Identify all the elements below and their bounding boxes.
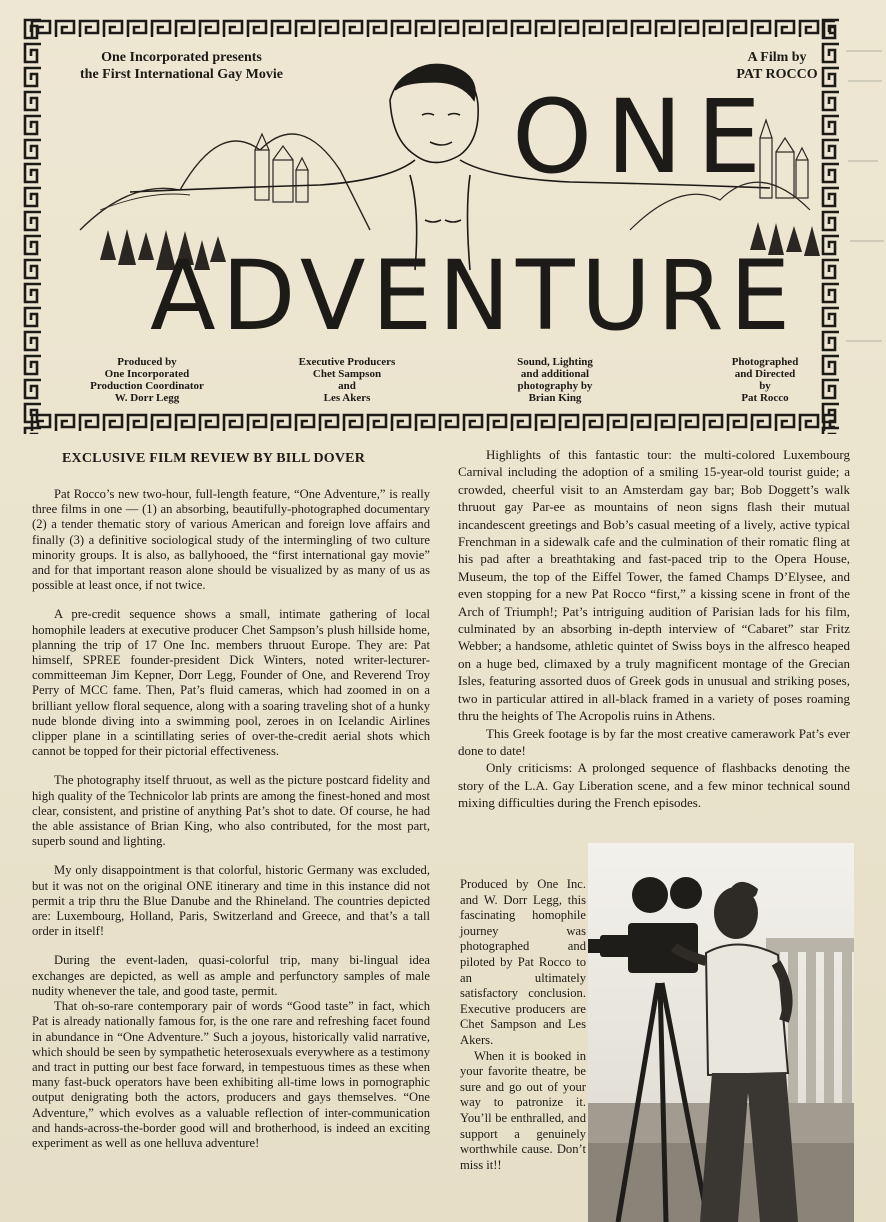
tagline-line: the First International Gay Movie — [80, 67, 283, 82]
credit-line: and Directed — [734, 368, 796, 380]
credit-producer — [72, 356, 222, 404]
review-paragraph: The photography itself thruout, as well as the picture postcard fidelity and high quality of the Technicolor lab prints are among the finest-honed and most clear, consistent, and pristine of anything Pat’s shot to date. Of course, he had the able assistance of Brian King, who also contributed, for the most part, superb sound and lighting. — [32, 773, 430, 849]
credit-line: Brian King — [528, 392, 582, 404]
review-paragraph: Highlights of this fantastic tour: the multi-colored Luxembourg Carnival including the adoption of a smiling 15-year-old tourist guide; a crowded, cheerful visit to an Amsterdam gay bar; Bob Doggett’s walk thruout gay Par-ee as mountains of neon signs flash their mutual incandescent greetings and Bob’s casual meeting of a lively, active typical Frenchman in a sidewalk cafe and the culmination of their romatic fling at his pad after a breathtaking and fast-paced trip to the Opera House, Museum, the top of the Eiffel Tower, the famed Champs D’Elysee, and even stopping for a new Pat Rocco “first,” a kissing scene in front of the Arch of Triumph!; Pat’s intriguing audition of Parisian lads for his film, culminated by an absorbing in-depth interview of “Cabaret” star Fritz Webber; a handsome, athletic quintet of Swiss boys in the alfresco heaped on a huge bed, climaxed by a truly magnificent montage of the Grecian Isles, featuring assorted duos of Greek gods in unusual and striking poses, two in particular attired in all-black framed in a variety of poses roaming thru the heights of The Acropolis ruins in Athens. — [458, 447, 850, 724]
bleed-through-shadow — [842, 40, 886, 460]
credit-line: Sound, Lighting — [517, 356, 593, 368]
film-by-line: A Film by — [747, 50, 807, 65]
review-paragraph: That oh-so-rare contemporary pair of words “Good taste” in fact, which Pat is already nationally famous for, is the one rare and refreshing facet found in abundance in “One Adventure.” Such a joyous, historically valid narrative, which should be seen by sympathetic heterosexuals everywhere as a testimony and tract in putting our best face forward, in tempestuous times as these when many fast-buck operators have been exhibiting all-time lows in pornographic output denigrating both the actors, producers and gays themselves. “One Adventure,” which evolves as a valuable reflection of inter-communication and hands-across-the-border good will and brotherhood, is indeed an exciting experiment as well as one helluva adventure! — [32, 999, 430, 1150]
review-paragraph: Pat Rocco’s new two-hour, full-length feature, “One Adventure,” is really three films in one — (1) an absorbing, beautifully-photographed documentary (2) a tender thematic story of various American and foreign love affairs and finally (3) a definitive sociological study of the intermingling of two culture minority groups. It is also, as ballyhooed, the “first international gay movie” and for that important reason alone should be visualized by as many of us as possible at least once, if not twice. — [32, 487, 430, 593]
credit-line: Production Coordinator — [90, 380, 204, 392]
review-paragraph: During the event-laden, quasi-colorful trip, many bi-lingual idea exchanges are depicted, as well as ample and perfunctory samples of male nudity whenever the tale, and good taste, permit. — [32, 953, 430, 998]
caption-paragraph: When it is booked in your favorite theatre, be sure and go out of your way to patronize it. You’ll be enthralled, and support a genuinely worthwhile cause. Don’t miss it!! — [460, 1048, 586, 1172]
credit-line: Les Akers — [323, 392, 371, 404]
credit-sound-lighting — [480, 356, 630, 404]
credit-line: photography by — [517, 380, 593, 392]
credit-executive-producers — [272, 356, 422, 404]
credit-line: and — [338, 380, 356, 392]
review-paragraph: Only criticisms: A prolonged sequence of flashbacks denoting the story of the L.A. Gay Liberation scene, and a few minor technical sound mixing difficulties during the French episodes. — [458, 760, 850, 811]
cameraman-photo — [588, 843, 854, 1222]
title-one: ONE — [512, 78, 776, 197]
credit-line: One Incorporated — [104, 368, 190, 380]
credit-line: Pat Rocco — [741, 392, 789, 404]
review-heading: EXCLUSIVE FILM REVIEW BY BILL DOVER — [62, 451, 366, 466]
credit-line: Photographed — [731, 356, 799, 368]
credit-photographed-directed — [690, 356, 840, 404]
credit-line: by — [759, 380, 771, 392]
director-line: PAT ROCCO — [736, 67, 818, 82]
greek-key-border-left — [22, 18, 44, 434]
review-left-column — [32, 487, 430, 1151]
credit-line: Chet Sampson — [312, 368, 382, 380]
review-paragraph: A pre-credit sequence shows a small, intimate gathering of local homophile leaders at executive producer Chet Sampson’s plush hillside home, planning the trip of 17 One Inc. members thruout Europe. They are: Pat himself, SPREE founder-president Dick Winters, noted writer-lecturer-committeeman Jim Kepner, Dorr Legg, Founder of One, and Reverend Troy Perry of MCC fame. Then, Pat’s fluid cameras, which had zoomed in on a brilliant yellow floral sequence, along with a soaring traveling shot of a hunky nude blonde diving into a swimming pool, zeroes in on Icelandic Airlines clipper plane in a scintillating series of over-the-credit aerial shots which cannot be topped for their pictorial effectiveness. — [32, 607, 430, 759]
credit-line: W. Dorr Legg — [114, 392, 180, 404]
presenter-line: One Incorporated presents — [101, 50, 262, 65]
credit-line: Executive Producers — [298, 356, 396, 368]
greek-key-border-top — [30, 18, 835, 40]
credit-line: Produced by — [117, 356, 177, 368]
title-adventure: ADVENTURE — [150, 240, 797, 352]
credit-line: and additional — [520, 368, 590, 380]
review-right-column — [458, 446, 850, 812]
caption-paragraph: Produced by One Inc. and W. Dorr Legg, this fascinating homophile journey was photographed and piloted by Pat Rocco to an ultimately satisfactory conclusion. Executive producers are Chet Sampson and Les Akers. — [460, 877, 586, 1047]
review-paragraph: My only disappointment is that colorful, historic Germany was excluded, but it was not on the original ONE itinerary and time in this instance did not permit a trip thru the Blue Danube and the Rhineland. The countries depicted are: Luxembourg, Holland, Paris, Switzerland and Greece, and that’s a tall order in itself! — [32, 863, 430, 939]
photo-caption — [460, 877, 586, 1173]
greek-key-border-bottom — [30, 412, 835, 434]
review-paragraph: This Greek footage is by far the most creative camerawork Pat’s ever done to date! — [458, 725, 850, 758]
